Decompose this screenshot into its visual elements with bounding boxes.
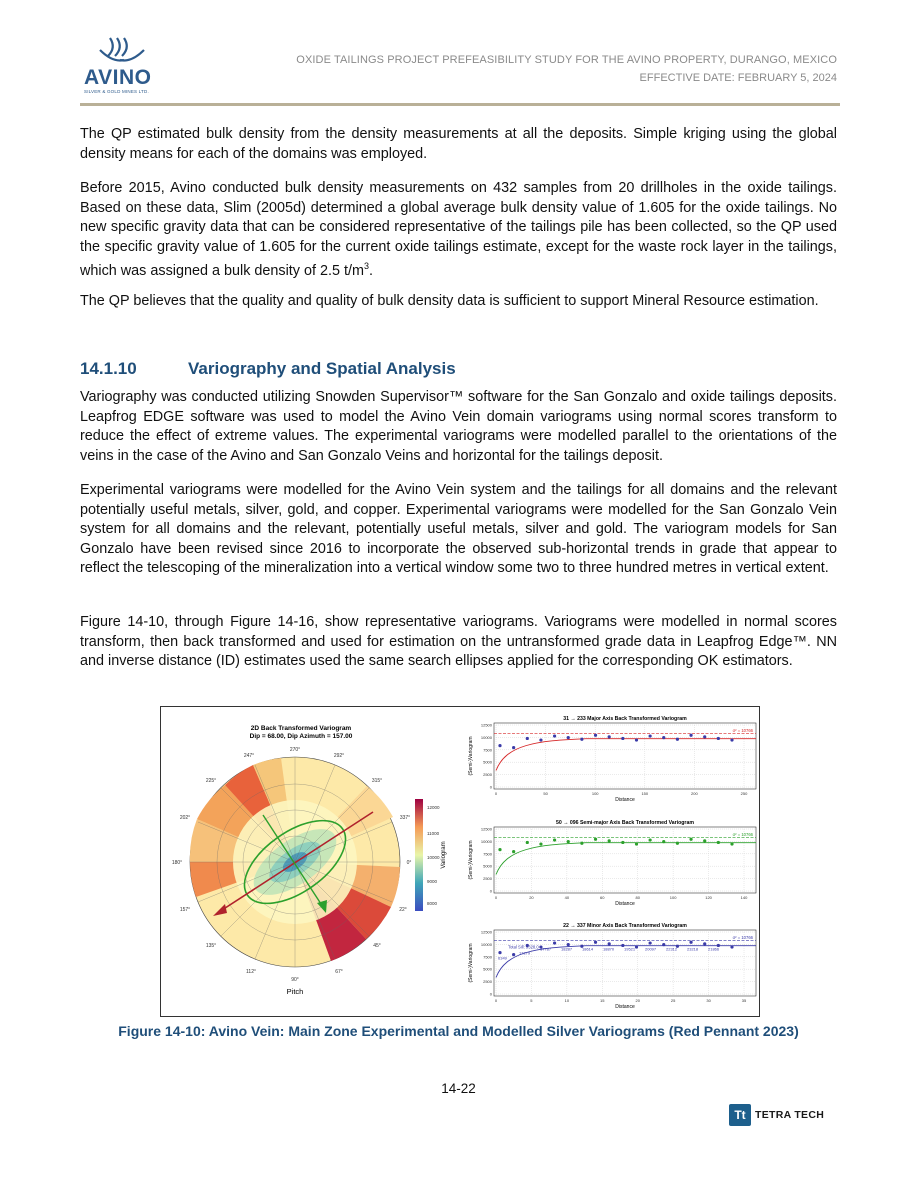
point-label: 22312 xyxy=(666,946,678,952)
y-tick-label: 2500 xyxy=(483,772,492,778)
x-tick-label: 5 xyxy=(530,998,533,1003)
header-title: OXIDE TAILINGS PROJECT PREFEASIBILITY STUDY FOR THE AVINO PROPERTY, DURANGO, MEXICO xyxy=(296,54,837,66)
tetra-tech-wordmark: TETRA TECH xyxy=(755,1109,825,1121)
x-tick-label: 20 xyxy=(635,998,640,1003)
panel-frame xyxy=(494,930,756,996)
panel-frame xyxy=(494,827,756,893)
y-axis-label: (Semi-)Variogram xyxy=(468,943,474,983)
experimental-point xyxy=(567,736,570,739)
paragraph-density-measurements xyxy=(80,179,837,282)
experimental-point xyxy=(730,842,733,845)
paragraph-figures-reference: Figure 14-10, through Figure 14-16, show representative variograms. Variograms were modelled in normal scores transform, then back transformed and used for estimation on the untransformed grade data in Leapfrog Edge™. NN and inverse distance (ID) estimates used the same search ellipses applied for the corresponding OK estimators. xyxy=(80,614,837,670)
experimental-point xyxy=(703,839,706,842)
experimental-point xyxy=(689,838,692,841)
x-tick-label: 100 xyxy=(669,895,677,900)
experimental-point xyxy=(662,943,665,946)
paragraph-end-period: . xyxy=(368,263,373,280)
x-tick-label: 15 xyxy=(600,998,605,1003)
header-effective-date: EFFECTIVE DATE: FEBRUARY 5, 2024 xyxy=(639,72,837,84)
variogram-panels xyxy=(468,716,756,1010)
y-tick-label: 10000 xyxy=(480,941,492,947)
angle-label: 202° xyxy=(179,815,191,821)
panel-title: 50 → 096 Semi-major Axis Back Transformed Variogram xyxy=(556,820,694,826)
experimental-point xyxy=(703,942,706,945)
experimental-point xyxy=(662,840,665,843)
experimental-point xyxy=(526,737,529,740)
experimental-point xyxy=(580,842,583,845)
x-tick-label: 30 xyxy=(706,998,711,1003)
experimental-point xyxy=(512,953,515,956)
tetra-tech-logo xyxy=(729,1104,824,1126)
y-tick-label: 0 xyxy=(489,784,492,790)
x-tick-label: 25 xyxy=(670,998,676,1003)
paragraph-qp-belief: The QP believes that the quality and quality of bulk density data is sufficient to support Mineral Resource estimation. xyxy=(80,293,819,309)
x-tick-label: 100 xyxy=(591,791,599,796)
experimental-point xyxy=(498,951,501,954)
polar-title-2: Dip = 68.00, Dip Azimuth = 157.00 xyxy=(249,733,353,740)
experimental-point xyxy=(689,734,692,737)
sill-label: σ² = 10766 xyxy=(732,728,753,734)
point-label: 23218 xyxy=(687,946,699,952)
panel-title: 22 → 337 Minor Axis Back Transformed Variogram xyxy=(563,923,687,929)
experimental-point xyxy=(553,941,556,944)
experimental-point xyxy=(608,839,611,842)
colorbar-tick: 10000 xyxy=(427,855,440,860)
angle-label: 45° xyxy=(373,943,381,949)
x-axis-label: Distance xyxy=(615,901,635,907)
x-tick-label: 60 xyxy=(600,895,605,900)
sill-label: σ² = 10766 xyxy=(732,832,753,838)
angle-label: 67° xyxy=(335,969,343,975)
colorbar-ticks xyxy=(427,805,440,906)
colorbar xyxy=(415,799,423,911)
angle-label: 270° xyxy=(289,747,301,753)
point-label: 18870 xyxy=(603,946,615,952)
point-label: 18614 xyxy=(582,946,594,952)
y-tick-label: 0 xyxy=(489,888,492,894)
experimental-point xyxy=(649,941,652,944)
experimental-point xyxy=(676,738,679,741)
y-tick-label: 5000 xyxy=(483,863,492,869)
colorbar-label: Variogram xyxy=(441,841,447,869)
panel-frame xyxy=(494,723,756,789)
polar-variogram-rose xyxy=(190,757,400,967)
angle-label: 22° xyxy=(399,907,407,913)
angle-label: 157° xyxy=(179,907,191,913)
experimental-point xyxy=(594,734,597,737)
experimental-point xyxy=(553,734,556,737)
point-label: 6349 xyxy=(498,955,507,961)
angle-label: 112° xyxy=(246,969,256,975)
x-tick-label: 50 xyxy=(543,791,548,796)
experimental-point xyxy=(608,735,611,738)
point-label: 21866 xyxy=(708,946,720,952)
paragraph-variography: Variography was conducted utilizing Snowden Supervisor™ software for the San Gonzalo and oxide tailings deposits. Leapfrog EDGE software was used to model the Avino Vein domain variograms using normal scores transform to reduce the effect of extreme values. The experimental variograms were modelled parallel to the orientations of the veins in the case of the Avino and San Gonzalo Veins and horizontal for the tailings deposit. xyxy=(80,389,837,464)
x-tick-label: 250 xyxy=(740,791,748,796)
experimental-point xyxy=(676,842,679,845)
colorbar-tick: 8000 xyxy=(427,901,438,906)
experimental-point xyxy=(498,848,501,851)
figure-caption: Figure 14-10: Avino Vein: Main Zone Experimental and Modelled Silver Variograms (Red Pennant 2023) xyxy=(118,1023,799,1039)
x-tick-label: 35 xyxy=(741,998,747,1003)
angle-label: 292° xyxy=(333,753,345,759)
header-divider xyxy=(80,103,840,106)
experimental-point xyxy=(717,737,720,740)
experimental-point xyxy=(635,945,638,948)
x-tick-label: 20 xyxy=(529,895,534,900)
experimental-point xyxy=(689,941,692,944)
experimental-point xyxy=(594,838,597,841)
experimental-point xyxy=(526,841,529,844)
x-tick-label: 150 xyxy=(641,791,649,796)
experimental-point xyxy=(498,744,501,747)
x-axis-label: Distance xyxy=(615,797,635,803)
y-tick-label: 5000 xyxy=(483,759,492,765)
experimental-point xyxy=(730,738,733,741)
angle-label: 135° xyxy=(205,943,217,949)
page-number: 14-22 xyxy=(441,1081,476,1096)
section-title: Variography and Spatial Analysis xyxy=(188,359,456,378)
experimental-point xyxy=(662,736,665,739)
experimental-point xyxy=(730,945,733,948)
experimental-point xyxy=(717,841,720,844)
superscript-3: 3 xyxy=(363,261,369,272)
colorbar-tick: 12000 xyxy=(427,805,440,810)
polar-title-1: 2D Back Transformed Variogram xyxy=(250,725,352,732)
x-tick-label: 10 xyxy=(564,998,570,1003)
angle-label: 315° xyxy=(371,778,383,784)
point-label: 18287 xyxy=(561,946,573,952)
section-heading xyxy=(80,359,456,379)
y-tick-label: 12500 xyxy=(480,929,492,935)
x-tick-label: 40 xyxy=(564,895,570,900)
x-tick-label: 140 xyxy=(740,895,748,900)
x-tick-label: 0 xyxy=(494,895,498,900)
y-tick-label: 7500 xyxy=(483,851,492,857)
angle-label: 0° xyxy=(406,860,412,866)
total-sill-label: Total Sill: 9328.0 xyxy=(508,944,539,950)
y-tick-label: 10000 xyxy=(480,838,492,844)
y-tick-label: 2500 xyxy=(483,979,492,985)
angle-label: 90° xyxy=(291,977,299,983)
experimental-point xyxy=(539,738,542,741)
experimental-point xyxy=(512,746,515,749)
y-tick-label: 7500 xyxy=(483,954,492,960)
experimental-point xyxy=(608,942,611,945)
experimental-point xyxy=(649,838,652,841)
x-tick-label: 80 xyxy=(635,895,640,900)
experimental-point xyxy=(539,842,542,845)
angle-label: 337° xyxy=(399,815,411,821)
point-label: 17279 xyxy=(519,950,531,956)
avino-logo-word: AVINO xyxy=(84,66,152,89)
paragraph-density-kriging: The QP estimated bulk density from the density measurements at all the deposits. Simple kriging using the global density means for each of the domains was employed. xyxy=(80,126,837,162)
y-tick-label: 2500 xyxy=(483,876,492,882)
y-tick-label: 0 xyxy=(489,991,492,997)
angle-label: 225° xyxy=(205,778,217,784)
sill-label: σ² = 10766 xyxy=(732,935,753,941)
tetra-tech-mark: Tt xyxy=(729,1104,751,1126)
y-tick-label: 5000 xyxy=(483,966,492,972)
section-number: 14.1.10 xyxy=(80,359,137,378)
y-tick-label: 12500 xyxy=(480,826,492,832)
experimental-point xyxy=(567,840,570,843)
experimental-point xyxy=(580,738,583,741)
variogram-figure xyxy=(160,706,760,1017)
colorbar-tick: 11000 xyxy=(427,831,440,836)
experimental-point xyxy=(553,838,556,841)
x-axis-label: Distance xyxy=(615,1004,635,1010)
experimental-point xyxy=(635,738,638,741)
y-tick-label: 12500 xyxy=(480,722,492,728)
polar-pitch-label: Pitch xyxy=(286,987,304,996)
experimental-point xyxy=(594,941,597,944)
point-label: 20097 xyxy=(645,946,657,952)
x-tick-label: 120 xyxy=(705,895,712,900)
colorbar-tick: 9000 xyxy=(427,879,438,884)
avino-logo-subtitle: SILVER & GOLD MINES LTD. xyxy=(84,89,149,94)
experimental-point xyxy=(621,841,624,844)
paragraph-experimental-variograms: Experimental variograms were modelled for the Avino Vein system and the tailings for all domains and the relevant potentially useful metals, silver, gold, and copper. Experimental variograms were modelled for the San Gonzalo Vein system for all domains and the relevant, potentially useful metals, silver and gold. The variogram models for San Gonzalo have been revised since 2016 to incorporate the observed sub-horizontal trends in grade that appear to reflect the telescoping of the mineralization into a vertical window some two to three hundred metres in vertical extent. xyxy=(80,482,837,577)
variogram-figure-graphic xyxy=(161,707,759,1016)
experimental-point xyxy=(512,850,515,853)
y-axis-label: (Semi-)Variogram xyxy=(468,840,474,880)
y-tick-label: 7500 xyxy=(483,747,492,753)
angle-label: 247° xyxy=(243,753,255,759)
point-label: 17787 xyxy=(540,946,552,952)
panel-title: 31 → 233 Major Axis Back Transformed Variogram xyxy=(563,716,687,722)
experimental-point xyxy=(621,737,624,740)
point-label: 19521 xyxy=(624,946,636,952)
experimental-point xyxy=(649,734,652,737)
x-tick-label: 0 xyxy=(494,998,498,1003)
experimental-point xyxy=(635,842,638,845)
x-tick-label: 0 xyxy=(494,791,498,796)
y-tick-label: 10000 xyxy=(480,734,492,740)
paragraph-density-measurements-text: Before 2015, Avino conducted bulk density measurements on 432 samples from 20 drillholes in the oxide tailings. Based on these data, Slim (2005d) determined a global average bulk density value of 1.605 for the oxide tailings. No new specific gravity data that can be considered representative of the tailings pile has been collected, so the QP used the specific gravity value of 1.605 for the current oxide tailings estimate, except for the waste rock layer in the tailings, which was assigned a bulk density of 2.5 t/m xyxy=(80,180,837,280)
x-tick-label: 200 xyxy=(691,791,698,796)
angle-label: 180° xyxy=(171,860,183,866)
y-axis-label: (Semi-)Variogram xyxy=(468,736,474,776)
experimental-point xyxy=(703,735,706,738)
